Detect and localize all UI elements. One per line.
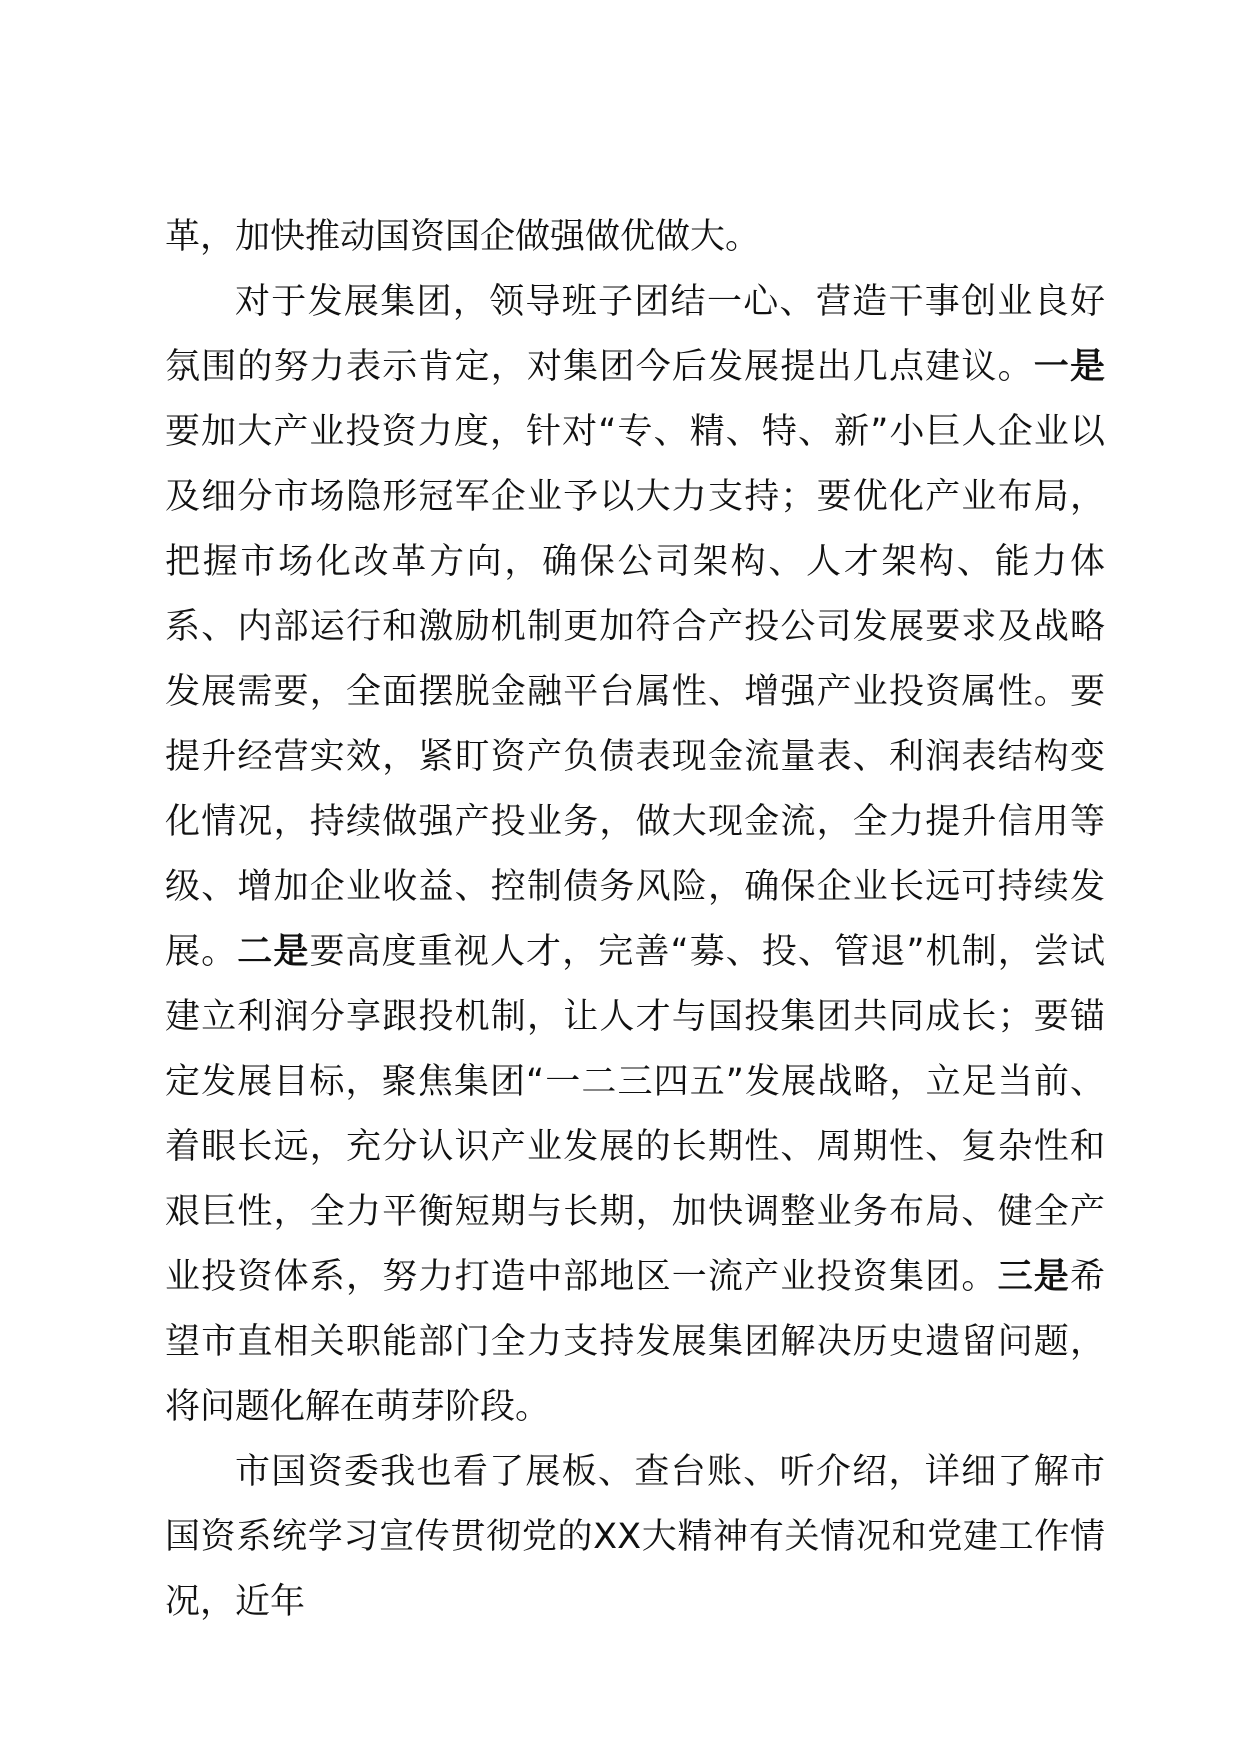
paragraph-text: 市国资委我也看了展板、查台账、听介绍，详细了解市国资系统学习宣传贯彻党的XX大精神有关情况和党建工作情况，近年: [165, 1452, 1105, 1622]
paragraph-text: 希望市直相关职能部门全力支持发展集团解决历史遗留问题，将问题化解在萌芽阶段。: [165, 1257, 1105, 1427]
paragraph-text: 对于发展集团，领导班子团结一心、营造干事创业良好氛围的努力表示肯定，对集团今后发展提出几点建议。: [165, 282, 1105, 387]
bold-marker-two: 二是: [237, 932, 310, 972]
paragraph-text: 革，加快推动国资国企做强做优做大。: [165, 217, 761, 257]
document-body: [165, 205, 1105, 1635]
paragraph-1: [165, 205, 1105, 270]
paragraph-text: 要加大产业投资力度，针对“专、精、特、新”小巨人企业以及细分市场隐形冠军企业予以大力支持；要优化产业布局，把握市场化改革方向，确保公司架构、人才架构、能力体系、内部运行和激励机制更加符合产投公司发展要求及战略发展需要，全面摆脱金融平台属性、增强产业投资属性。要提升经营实效，紧盯资产负债表现金流量表、利润表结构变化情况，持续做强产投业务，做大现金流，全力提升信用等级、增加企业收益、控制债务风险，确保企业长远可持续发展。: [165, 412, 1105, 972]
bold-marker-one: 一是: [1033, 347, 1105, 387]
paragraph-text: 要高度重视人才，完善“募、投、管退”机制，尝试建立利润分享跟投机制，让人才与国投集团共同成长；要锚定发展目标，聚焦集团“一二三四五”发展战略，立足当前、着眼长远，充分认识产业发展的长期性、周期性、复杂性和艰巨性，全力平衡短期与长期，加快调整业务布局、健全产业投资体系，努力打造中部地区一流产业投资集团。: [165, 932, 1105, 1297]
paragraph-3: [165, 1440, 1105, 1635]
paragraph-2: [165, 270, 1105, 1440]
bold-marker-three: 三是: [997, 1257, 1070, 1297]
